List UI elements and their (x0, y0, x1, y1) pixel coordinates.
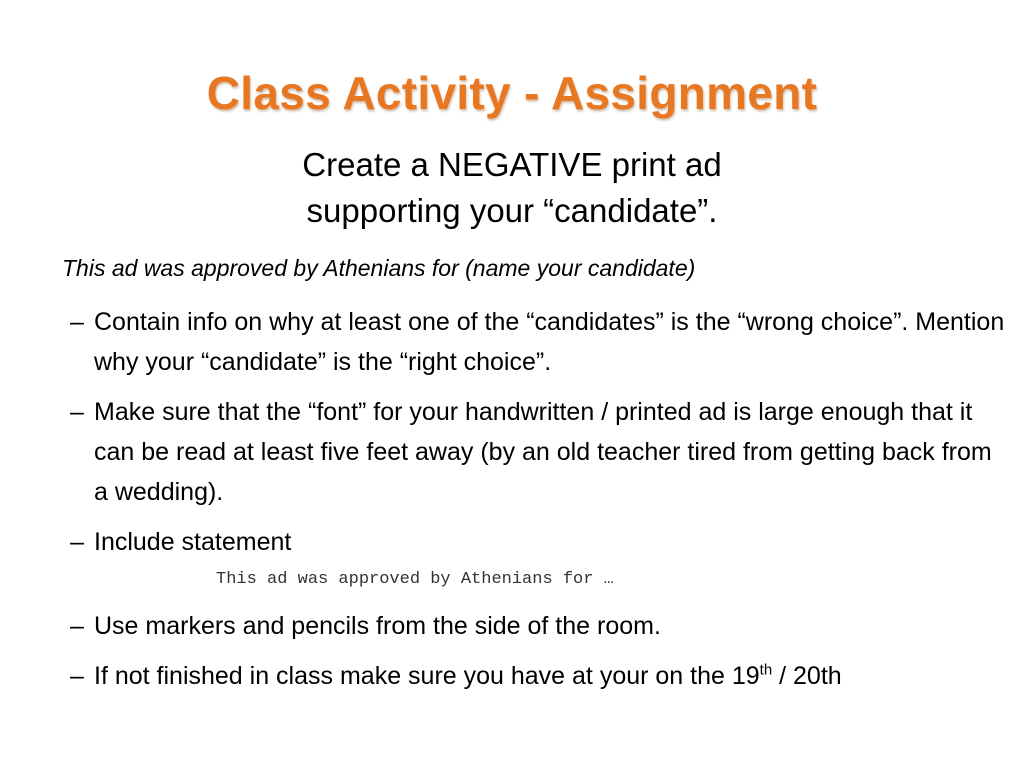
bullet-text: Contain info on why at least one of the “candidates” is the “wrong choice”. Mention why your “candidate” is the “right choice”. (94, 308, 1005, 376)
bullet-item (60, 302, 1010, 382)
subtitle-line-2: supporting your “candidate”. (306, 192, 718, 229)
bullet-text-tail: / 20th (772, 662, 842, 690)
dash-marker: – (70, 612, 84, 640)
bullet-item (60, 656, 1010, 696)
bullet-text: If not finished in class make sure you have at your on the 19 (94, 662, 760, 690)
bullet-item (60, 522, 1010, 562)
bullet-item (60, 392, 1010, 512)
bullet-list (60, 302, 1010, 706)
dash-marker: – (70, 528, 84, 556)
dash-marker: – (70, 662, 84, 690)
bullet-text: Make sure that the “font” for your handwritten / printed ad is large enough that it can be read at least five feet away (by an old teacher tired from getting back from a wedding). (94, 398, 992, 506)
statement-text: This ad was approved by Athenians for … (216, 570, 614, 589)
bullet-item (60, 606, 1010, 646)
slide-subtitle (0, 142, 1024, 234)
slide-title: Class Activity - Assignment (206, 67, 818, 119)
bullet-text: Include statement (94, 528, 292, 556)
ordinal-superscript: th (759, 661, 773, 679)
subtitle-line-1: Create a NEGATIVE print ad (302, 146, 722, 183)
approval-intro: This ad was approved by Athenians for (name your candidate) (62, 255, 696, 281)
dash-marker: – (70, 308, 84, 336)
bullet-text: Use markers and pencils from the side of the room. (94, 612, 661, 640)
dash-marker: – (70, 398, 84, 426)
